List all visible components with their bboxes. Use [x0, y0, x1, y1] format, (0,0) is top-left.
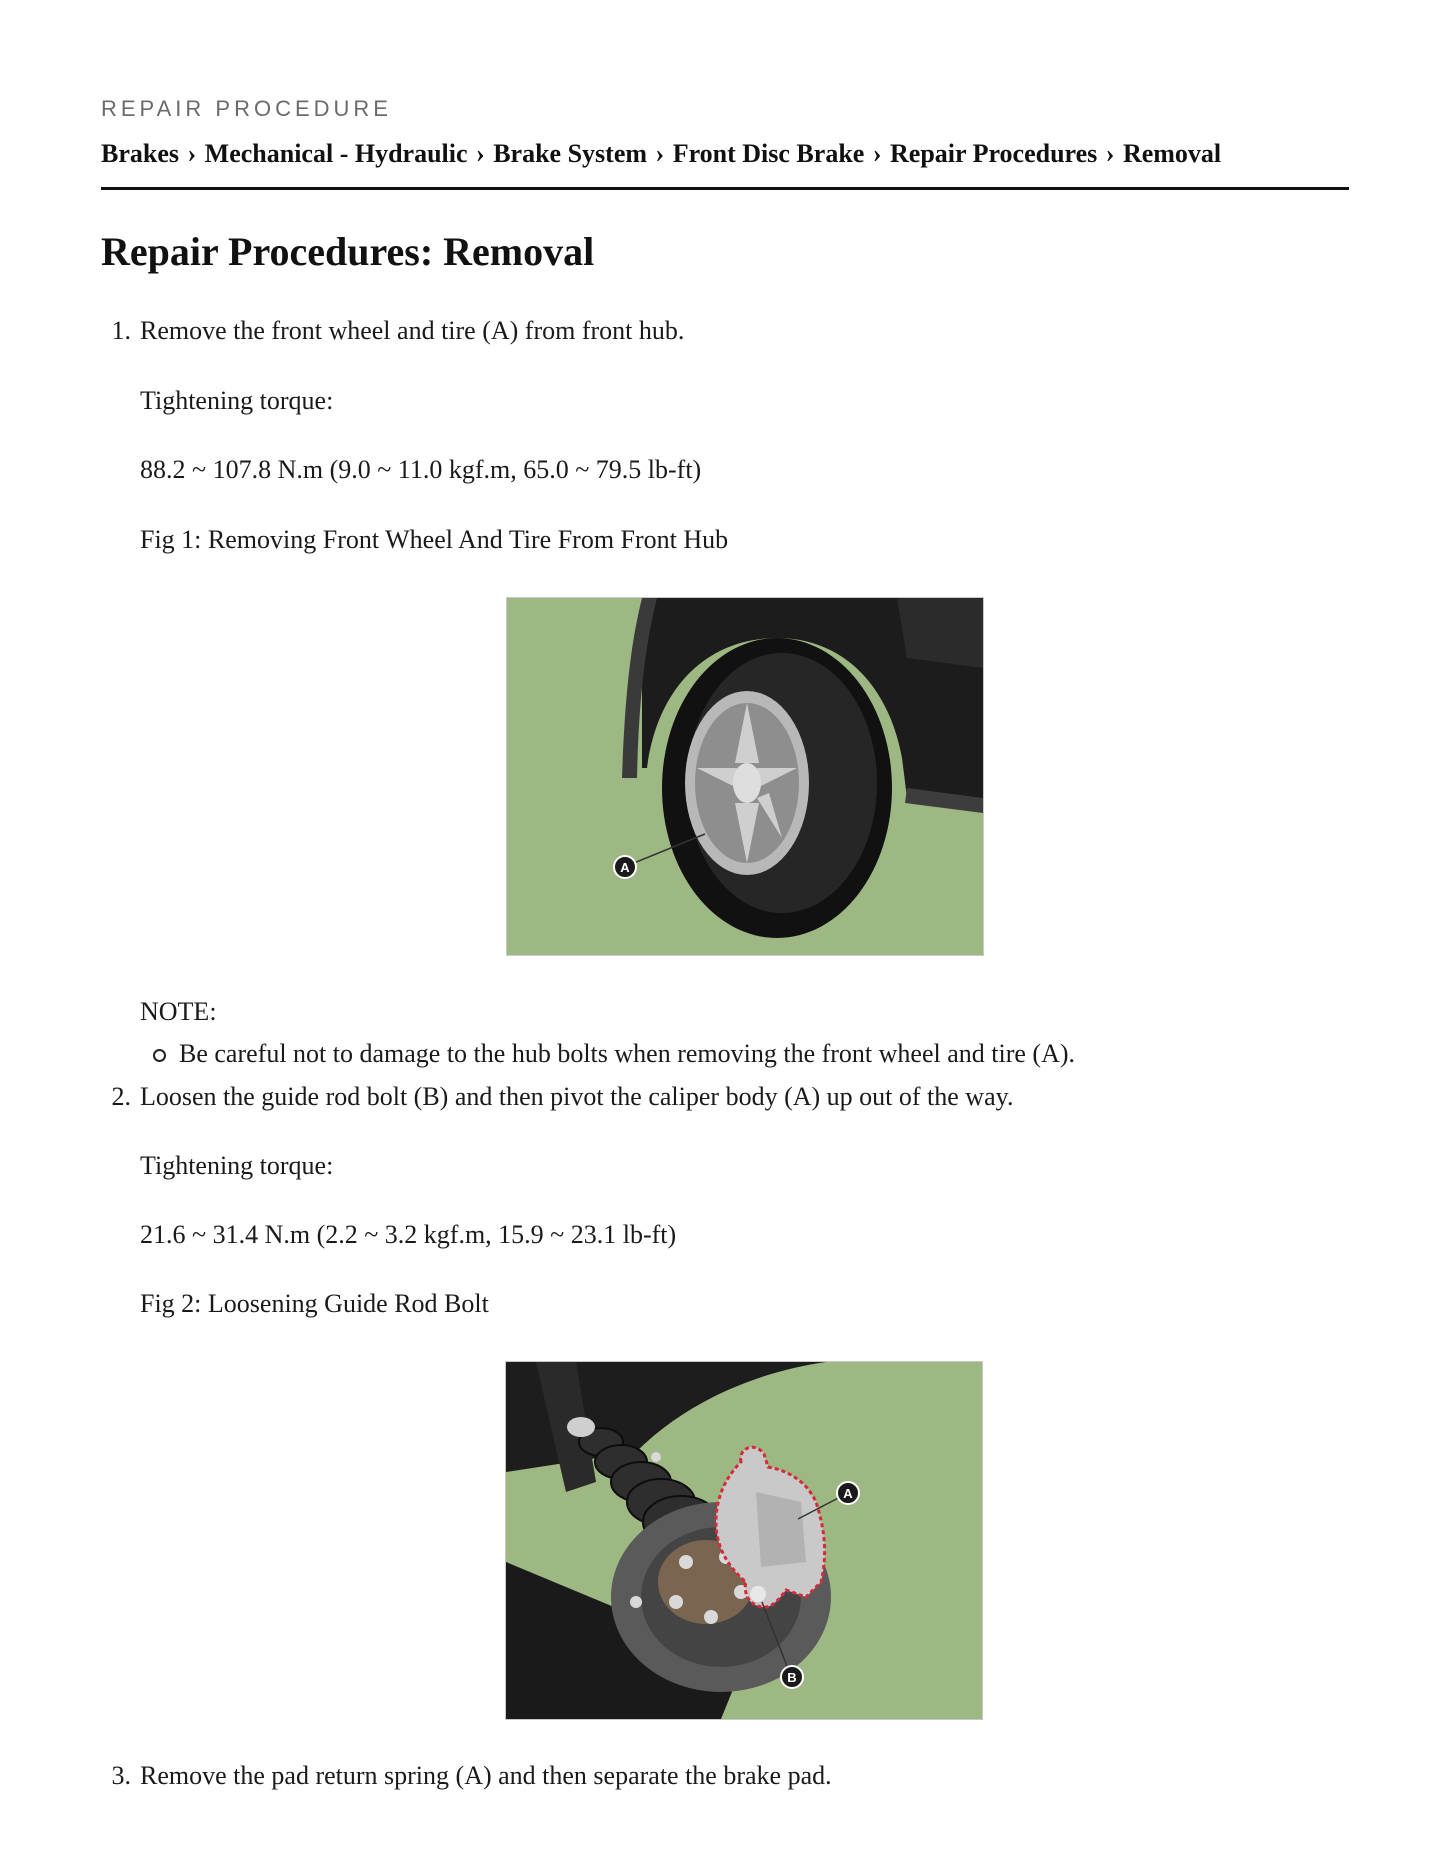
step-text: Remove the front wheel and tire (A) from front hub.: [140, 316, 685, 345]
figure-wheel-and-tire: [506, 597, 984, 956]
breadcrumb-separator: ›: [476, 139, 485, 168]
breadcrumb: [101, 139, 1221, 169]
step-number: 3.: [111, 1761, 131, 1790]
header-divider: [101, 187, 1349, 190]
page-title: Repair Procedures: Removal: [101, 229, 595, 274]
figure-callout-a: A: [843, 1486, 853, 1501]
figure-caption: Fig 2: Loosening Guide Rod Bolt: [140, 1289, 489, 1318]
breadcrumb-item-removal[interactable]: Removal: [1122, 139, 1222, 168]
torque-label: Tightening torque:: [140, 386, 334, 415]
breadcrumb-separator: ›: [655, 139, 665, 168]
wheel-illustration: [507, 598, 983, 955]
breadcrumb-item-brake-system[interactable]: Brake System: [493, 139, 648, 168]
step-number: 1.: [111, 316, 131, 345]
step-number: 2.: [111, 1082, 131, 1111]
torque-value: 21.6 ~ 31.4 N.m (2.2 ~ 3.2 kgf.m, 15.9 ~ 23.1 lb-ft): [140, 1220, 677, 1249]
step-text: Remove the pad return spring (A) and then separate the brake pad.: [140, 1761, 832, 1790]
breadcrumb-item-brakes[interactable]: Brakes: [101, 139, 179, 168]
breadcrumb-item-front-disc-brake[interactable]: Front Disc Brake: [672, 139, 865, 168]
bullet-icon: [153, 1049, 166, 1062]
note-label: NOTE:: [140, 997, 217, 1026]
caliper-illustration: [506, 1362, 982, 1719]
note-item: Be careful not to damage to the hub bolts when removing the front wheel and tire (A).: [179, 1039, 1076, 1068]
breadcrumb-item-repair-procedures[interactable]: Repair Procedures: [890, 139, 1098, 168]
breadcrumb-item-mechanical-hydraulic[interactable]: Mechanical - Hydraulic: [204, 139, 468, 168]
step-text: Loosen the guide rod bolt (B) and then pivot the caliper body (A) up out of the way.: [140, 1082, 1014, 1111]
breadcrumb-separator: ›: [872, 139, 882, 168]
figure-caption: Fig 1: Removing Front Wheel And Tire From Front Hub: [140, 525, 729, 554]
breadcrumb-separator: ›: [187, 139, 197, 168]
breadcrumb-separator: ›: [1105, 139, 1115, 168]
figure-callout-b: B: [787, 1670, 797, 1685]
figure-guide-rod-bolt: [505, 1361, 983, 1720]
figure-callout-a: A: [620, 860, 630, 875]
torque-label: Tightening torque:: [140, 1151, 334, 1180]
torque-value: 88.2 ~ 107.8 N.m (9.0 ~ 11.0 kgf.m, 65.0 ~ 79.5 lb-ft): [140, 455, 702, 484]
section-kicker: REPAIR PROCEDURE: [101, 96, 392, 121]
